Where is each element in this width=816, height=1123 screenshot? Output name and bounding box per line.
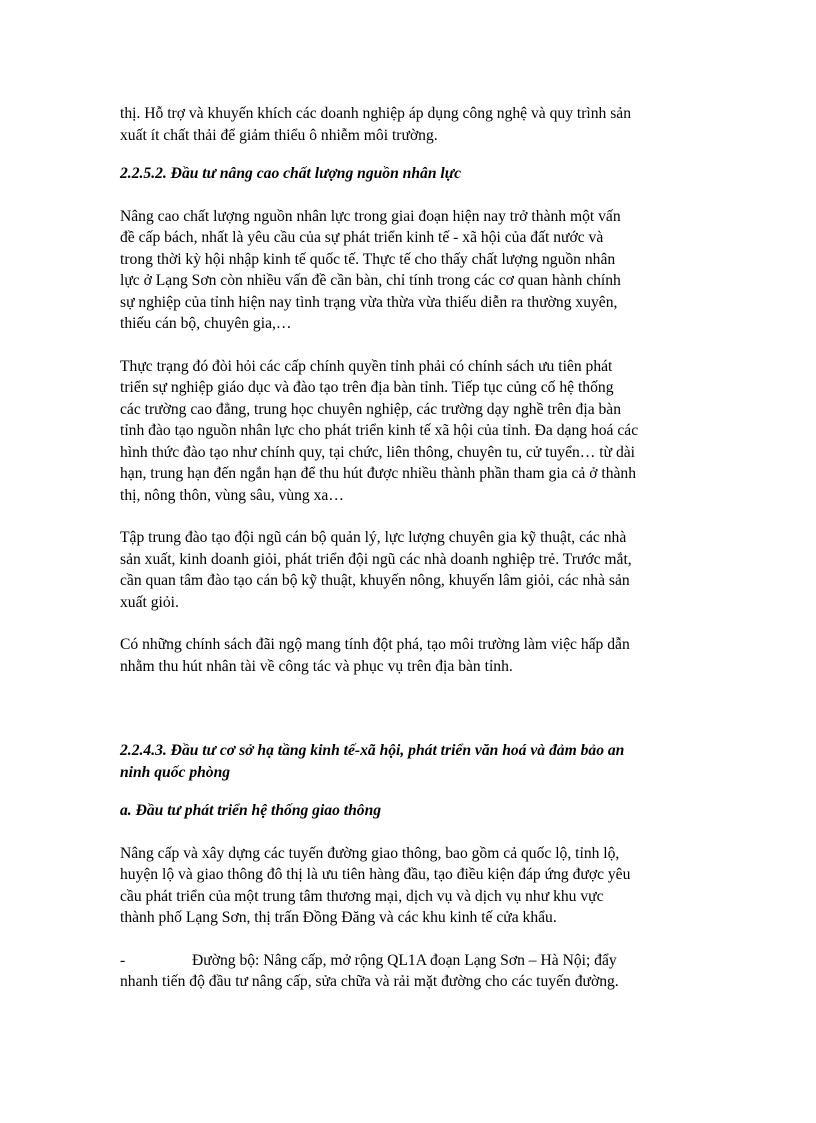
text-line: Nâng cao chất lượng nguồn nhân lực trong giai đoạn hiện nay trở thành một vấn (120, 207, 621, 225)
text-line: sản xuất, kinh doanh giỏi, phát triển đội ngũ các nhà doanh nghiệp trẻ. Trước mắt, (120, 550, 632, 568)
text-line: hạn, trung hạn đến ngắn hạn để thu hút được nhiều thành phần tham gia cả ở thành (120, 465, 637, 482)
text-line: thiếu cán bộ, chuyên gia,… (120, 315, 292, 332)
bullet-dash: - (120, 951, 126, 969)
heading-line: a. Đầu tư phát triển hệ thống giao thông (120, 802, 382, 819)
paragraph-human-resources (120, 206, 692, 335)
text-line: nhanh tiến độ đầu tư nâng cấp, sửa chữa và rải mặt đường cho các tuyến đường. (120, 973, 619, 990)
text-line: Nâng cấp và xây dựng các tuyến đường giao thông, bao gồm cả quốc lộ, tỉnh lộ, (120, 844, 620, 862)
bullet-first-line (120, 950, 692, 972)
text-line: lực ở Lạng Sơn còn nhiều vấn đề cần bàn, chỉ tính trong các cơ quan hành chính (120, 272, 621, 289)
text-line: nhằm thu hút nhân tài về công tác và phục vụ trên địa bàn tỉnh. (120, 657, 513, 675)
text-line: triển sự nghiệp giáo dục và đào tạo trên địa bàn tỉnh. Tiếp tục củng cố hệ thống (120, 379, 614, 396)
paragraph-transport (120, 843, 692, 929)
paragraph-talent-policy (120, 634, 692, 677)
paragraph-intro-continuation (120, 103, 692, 146)
text-line: Có những chính sách đãi ngộ mang tính đột phá, tạo môi trường làm việc hấp dẫn (120, 636, 630, 653)
heading-line: 2.2.4.3. Đầu tư cơ sở hạ tầng kinh tế-xã hội, phát triển văn hoá và đảm bảo an (120, 742, 625, 759)
text-line: cầu phát triển của một trung tâm thương mại, dịch vụ và dịch vụ như khu vực (120, 887, 604, 905)
paragraph-education-policy (120, 356, 692, 507)
heading-line: 2.2.5.2. Đầu tư nâng cao chất lượng nguồn nhân lực (120, 165, 461, 182)
text-line: đề cấp bách, nhất là yêu cầu của sự phát triển kinh tế - xã hội của đất nước và (120, 229, 604, 246)
text-line: Đường bộ: Nâng cấp, mở rộng QL1A đoạn Lạng Sơn – Hà Nội; đẩy (192, 951, 617, 969)
bullet-item-roads (120, 950, 692, 993)
text-line: thị. Hỗ trợ và khuyến khích các doanh nghiệp áp dụng công nghệ và quy trình sản (120, 105, 632, 122)
subsection-heading-a (120, 800, 692, 822)
heading-line: ninh quốc phòng (120, 763, 231, 781)
text-line: Thực trạng đó đòi hỏi các cấp chính quyền tỉnh phải có chính sách ưu tiên phát (120, 357, 613, 375)
paragraph-training-focus (120, 527, 692, 613)
text-line: sự nghiệp của tỉnh hiện nay tình trạng vừa thừa vừa thiếu diễn ra thường xuyên, (120, 293, 618, 311)
text-line: hình thức đào tạo như chính quy, tại chức, liên thông, chuyên tu, cử tuyển… từ dài (120, 443, 636, 461)
text-line: cần quan tâm đào tạo cán bộ kỹ thuật, khuyến nông, khuyến lâm giỏi, các nhà sản (120, 572, 630, 589)
text-line: xuất ít chất thải để giảm thiểu ô nhiễm môi trường. (120, 126, 438, 144)
text-line: huyện lộ và giao thông đô thị là ưu tiên hàng đầu, tạo điều kiện đáp ứng được yêu (120, 866, 631, 883)
section-heading-2-2-5-2 (120, 163, 692, 185)
document-page (120, 103, 692, 993)
section-heading-2-2-4-3 (120, 740, 692, 783)
text-line: trong thời kỳ hội nhập kinh tế quốc tế. Thực tế cho thấy chất lượng nguồn nhân (120, 250, 616, 268)
text-line: Tập trung đào tạo đội ngũ cán bộ quản lý, lực lượng chuyên gia kỹ thuật, các nhà (120, 529, 627, 546)
text-line: các trường cao đẳng, trung học chuyên nghiệp, các trường dạy nghề trên địa bàn (120, 400, 622, 418)
text-line: xuất giỏi. (120, 593, 179, 611)
text-line: thành phố Lạng Sơn, thị trấn Đồng Đăng và các khu kinh tế cửa khẩu. (120, 909, 557, 926)
text-line: tỉnh đào tạo nguồn nhân lực cho phát triển kinh tế xã hội của tỉnh. Đa dạng hoá các (120, 422, 639, 439)
text-line: thị, nông thôn, vùng sâu, vùng xa… (120, 486, 344, 504)
